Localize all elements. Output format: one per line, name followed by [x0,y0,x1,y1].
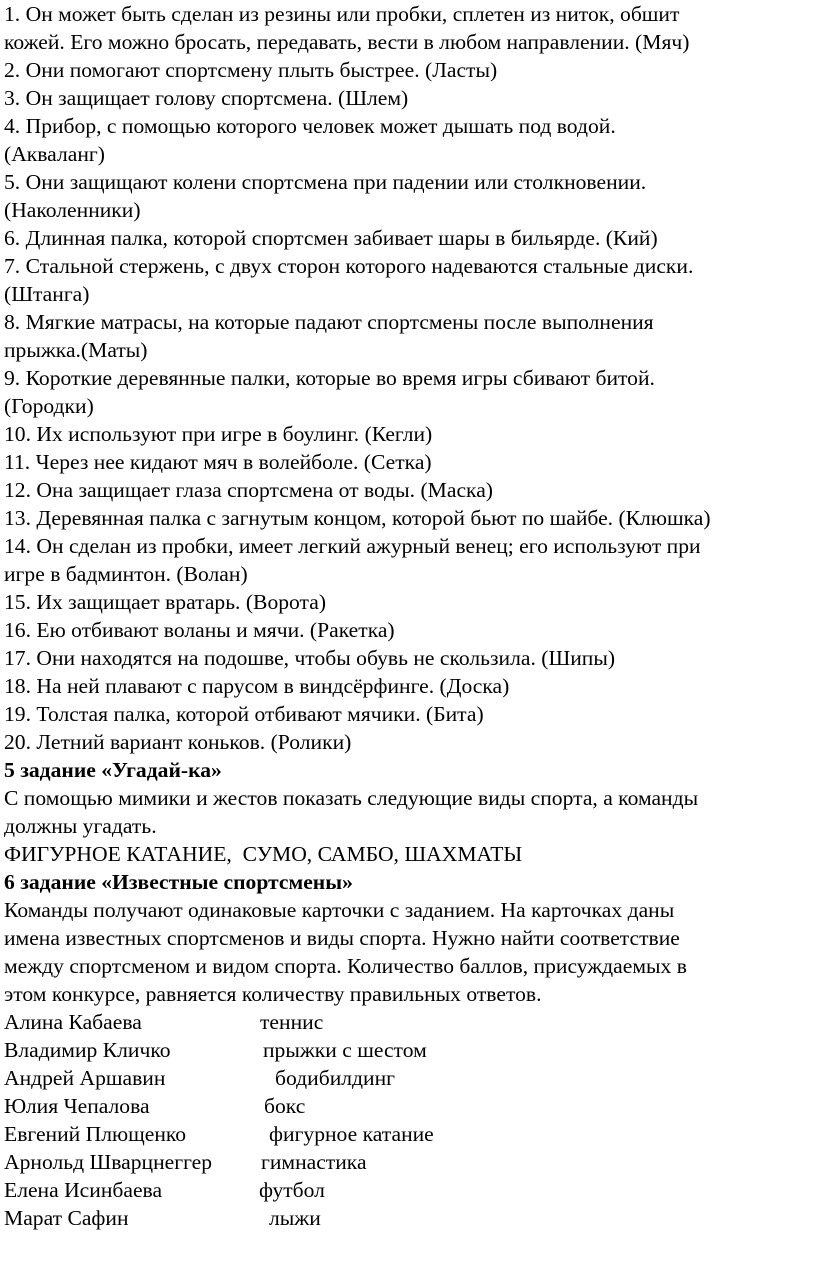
sport-name: футбол [259,1178,325,1202]
athlete-row [4,1204,812,1232]
question-line: (Наколенники) [4,198,141,222]
question-line: 13. Деревянная палка с загнутым концом, которой бьют по шайбе. (Клюшка) [4,506,711,530]
athlete-row [4,1148,812,1176]
task5-text: должны угадать. [4,814,157,838]
athlete-row [4,1036,812,1064]
athlete-name: Алина Кабаева [4,1010,142,1034]
question-line: 7. Стальной стержень, с двух сторон которого надеваются стальные диски. [4,254,694,278]
question-line: 5. Они защищают колени спортсмена при падении или столкновении. [4,170,647,194]
question-line: 8. Мягкие матрасы, на которые падают спортсмены после выполнения [4,310,654,334]
question-line: 10. Их используют при игре в боулинг. (Кегли) [4,422,433,446]
task6-text: между спортсменом и видом спорта. Количество баллов, присуждаемых в [4,954,687,978]
document-page [4,0,812,1232]
athlete-name: Юлия Чепалова [4,1094,150,1118]
question-line: 16. Ею отбивают воланы и мячи. (Ракетка) [4,618,395,642]
sport-name: гимнастика [261,1150,367,1174]
question-line: 15. Их защищает вратарь. (Ворота) [4,590,327,614]
sport-name: лыжи [269,1206,321,1230]
questions-list [4,0,812,756]
athlete-name: Марат Сафин [4,1206,129,1230]
athlete-name: Евгений Плющенко [4,1122,187,1146]
question-line: игре в бадминтон. (Волан) [4,562,248,586]
athlete-row [4,1120,812,1148]
question-line: 14. Он сделан из пробки, имеет легкий ажурный венец; его используют при [4,534,701,558]
sport-name: бокс [264,1094,306,1118]
task5-section [4,756,812,868]
athlete-name: Елена Исинбаева [4,1178,163,1202]
question-line: (Штанга) [4,282,90,306]
athlete-row [4,1176,812,1204]
question-line: 20. Летний вариант коньков. (Ролики) [4,730,352,754]
question-line: 4. Прибор, с помощью которого человек может дышать под водой. [4,114,616,138]
question-line: 3. Он защищает голову спортсмена. (Шлем) [4,86,409,110]
athlete-name: Андрей Аршавин [4,1066,166,1090]
question-line: 12. Она защищает глаза спортсмена от воды. (Маска) [4,478,493,502]
task5-heading: 5 задание «Угадай-ка» [4,758,222,782]
question-line: (Городки) [4,394,94,418]
sport-name: фигурное катание [269,1122,434,1146]
question-line: кожей. Его можно бросать, передавать, вести в любом направлении. (Мяч) [4,30,690,54]
athlete-sport-list [4,1008,812,1232]
question-line: 19. Толстая палка, которой отбивают мячики. (Бита) [4,702,484,726]
sport-name: теннис [260,1010,324,1034]
question-line: (Акваланг) [4,142,105,166]
question-line: 18. На ней плавают с парусом в виндсёрфинге. (Доска) [4,674,510,698]
question-line: 6. Длинная палка, которой спортсмен забивает шары в бильярде. (Кий) [4,226,658,250]
athlete-name: Владимир Кличко [4,1038,171,1062]
task6-heading: 6 задание «Известные спортсмены» [4,870,353,894]
sport-name: бодибилдинг [275,1066,395,1090]
question-line: прыжка.(Маты) [4,338,148,362]
task5-text: С помощью мимики и жестов показать следующие виды спорта, а команды [4,786,699,810]
athlete-row [4,1008,812,1036]
question-line: 11. Через нее кидают мяч в волейболе. (Сетка) [4,450,432,474]
sport-name: прыжки с шестом [263,1038,427,1062]
athlete-row [4,1092,812,1120]
question-line: 17. Они находятся на подошве, чтобы обувь не скользила. (Шипы) [4,646,616,670]
question-line: 2. Они помогают спортсмену плыть быстрее. (Ласты) [4,58,498,82]
athlete-name: Арнольд Шварцнеггер [4,1150,213,1174]
task6-section [4,868,812,1232]
task6-text: имена известных спортсменов и виды спорта. Нужно найти соответствие [4,926,680,950]
task5-sports: ФИГУРНОЕ КАТАНИЕ, СУМО, САМБО, ШАХМАТЫ [4,842,523,866]
question-line: 9. Короткие деревянные палки, которые во время игры сбивают битой. [4,366,655,390]
task6-text: Команды получают одинаковые карточки с заданием. На карточках даны [4,898,675,922]
task6-text: этом конкурсе, равняется количеству правильных ответов. [4,982,542,1006]
athlete-row [4,1064,812,1092]
question-line: 1. Он может быть сделан из резины или пробки, сплетен из ниток, обшит [4,2,680,26]
